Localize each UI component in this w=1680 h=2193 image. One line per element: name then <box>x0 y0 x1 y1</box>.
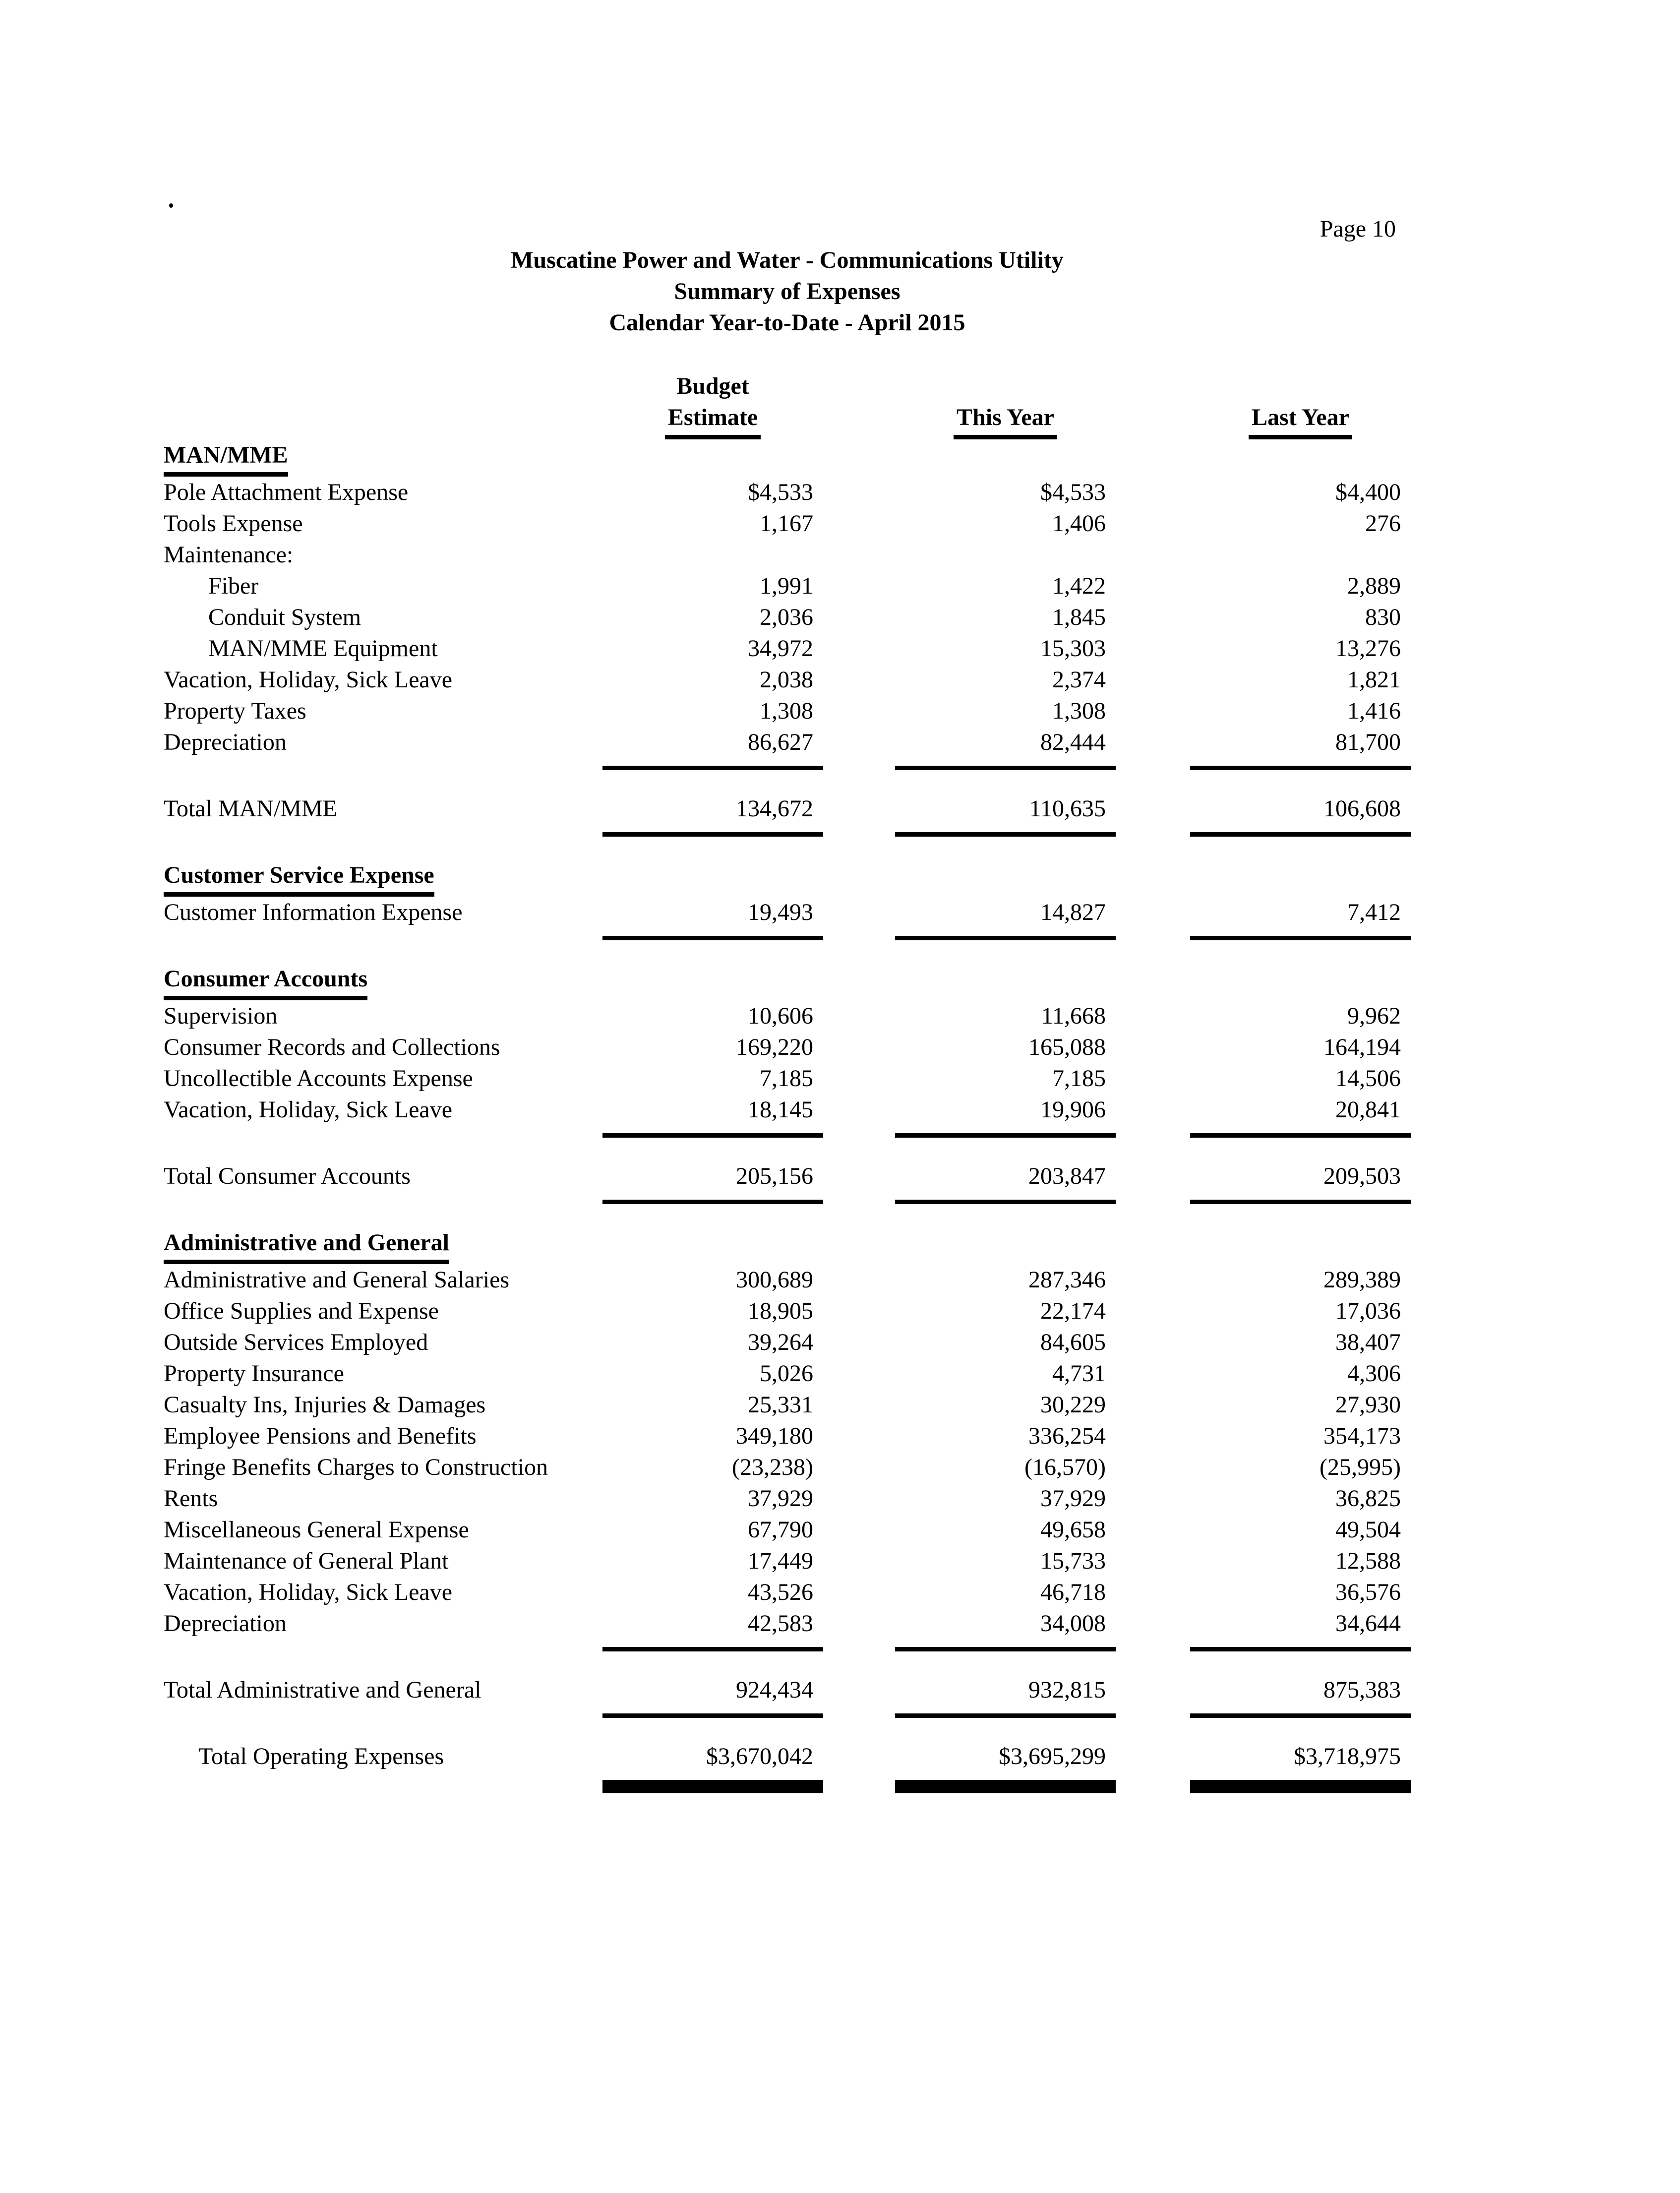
table-row <box>164 1545 1411 1577</box>
table-row <box>164 1000 1411 1032</box>
this-year-value: 37,929 <box>1040 1485 1106 1512</box>
budget-estimate-value: 67,790 <box>748 1517 813 1543</box>
row-label <box>164 1577 602 1608</box>
table-row <box>164 508 1411 539</box>
row-label-text: Vacation, Holiday, Sick Leave <box>164 667 453 693</box>
table-row <box>164 570 1411 602</box>
budget-estimate-value: 300,689 <box>736 1267 813 1293</box>
column-header-cell <box>895 402 1116 439</box>
report-period: Calendar Year-to-Date - April 2015 <box>609 309 965 336</box>
stray-mark <box>169 203 173 208</box>
table-row <box>164 633 1411 664</box>
row-label <box>164 793 602 824</box>
row-label-text: Fiber <box>208 573 259 599</box>
last-year-value: 81,700 <box>1190 727 1411 770</box>
row-label-text: Total Consumer Accounts <box>164 1163 411 1189</box>
row-label-text: Employee Pensions and Benefits <box>164 1423 477 1449</box>
budget-estimate-value: 37,929 <box>748 1485 813 1512</box>
budget-estimate-value: 134,672 <box>602 793 823 837</box>
row-label-text: Vacation, Holiday, Sick Leave <box>164 1579 453 1605</box>
last-year-value: 106,608 <box>1190 793 1411 837</box>
this-year-value: 82,444 <box>895 727 1116 770</box>
expense-table-body <box>164 439 1411 1784</box>
last-year-value: 9,962 <box>1347 1003 1401 1029</box>
table-row <box>164 1514 1411 1545</box>
row-label <box>164 1674 602 1706</box>
row-label <box>164 1094 602 1125</box>
row-label-text: MAN/MME Equipment <box>208 635 438 662</box>
row-label-text: Conduit System <box>208 604 361 630</box>
row-label <box>164 1264 602 1295</box>
table-row <box>164 1389 1411 1420</box>
row-label <box>164 602 602 633</box>
budget-estimate-value: $3,670,042 <box>602 1741 823 1784</box>
table-row <box>164 1227 1411 1264</box>
budget-estimate-value: 5,026 <box>760 1360 813 1387</box>
this-year-value: 336,254 <box>1028 1423 1106 1449</box>
row-label <box>164 439 602 477</box>
budget-estimate-value: 43,526 <box>748 1579 813 1605</box>
row-label <box>164 570 602 602</box>
table-row <box>164 695 1411 727</box>
row-label-text: Tools Expense <box>164 510 303 537</box>
this-year-value: 1,406 <box>1052 510 1106 537</box>
row-label <box>164 1452 602 1483</box>
this-year-value: 30,229 <box>1040 1392 1106 1418</box>
column-header-last-year: Last Year <box>1249 402 1352 439</box>
row-label-text: Property Insurance <box>164 1360 344 1387</box>
report-content <box>164 213 1411 1784</box>
row-spacer <box>164 1651 1411 1674</box>
table-row <box>164 539 1411 570</box>
row-label-text: Outside Services Employed <box>164 1329 428 1355</box>
last-year-value: 34,644 <box>1190 1608 1411 1651</box>
last-year-value: 4,306 <box>1347 1360 1401 1387</box>
last-year-value: 20,841 <box>1190 1094 1411 1138</box>
table-row <box>164 1032 1411 1063</box>
budget-estimate-value: 18,145 <box>602 1094 823 1138</box>
row-label-text: Fringe Benefits Charges to Construction <box>164 1454 548 1480</box>
row-label <box>164 1741 602 1772</box>
table-row <box>164 1264 1411 1295</box>
this-year-value: 15,303 <box>1040 635 1106 662</box>
budget-estimate-value: 18,905 <box>748 1298 813 1324</box>
row-label <box>164 1483 602 1514</box>
budget-estimate-value: 2,038 <box>760 667 813 693</box>
row-label-text: MAN/MME <box>164 439 288 477</box>
table-row <box>164 859 1411 897</box>
table-row <box>164 1295 1411 1327</box>
budget-estimate-value: 19,493 <box>602 897 823 940</box>
row-label-text: Administrative and General <box>164 1227 449 1264</box>
row-spacer <box>164 770 1411 793</box>
this-year-value: 203,847 <box>895 1160 1116 1204</box>
row-label <box>164 1358 602 1389</box>
budget-estimate-value: $4,533 <box>748 479 813 505</box>
last-year-value: $3,718,975 <box>1190 1741 1411 1784</box>
last-year-value: 2,889 <box>1347 573 1401 599</box>
this-year-value: 7,185 <box>1052 1065 1106 1092</box>
row-label-text: Total MAN/MME <box>164 795 337 822</box>
this-year-value: 46,718 <box>1040 1579 1106 1605</box>
last-year-value: 38,407 <box>1335 1329 1401 1355</box>
table-row <box>164 439 1411 477</box>
row-label-text: Uncollectible Accounts Expense <box>164 1065 473 1092</box>
row-spacer <box>164 1204 1411 1227</box>
last-year-value: 875,383 <box>1190 1674 1411 1718</box>
this-year-value: 1,845 <box>1052 604 1106 630</box>
report-title: Muscatine Power and Water - Communications Utility <box>511 247 1064 273</box>
report-subtitle: Summary of Expenses <box>674 278 900 305</box>
last-year-value: 276 <box>1365 510 1401 537</box>
row-label <box>164 1063 602 1094</box>
table-row <box>164 1452 1411 1483</box>
table-row <box>164 477 1411 508</box>
table-row <box>164 963 1411 1000</box>
row-label-text: Maintenance of General Plant <box>164 1548 449 1574</box>
table-row <box>164 1674 1411 1718</box>
row-label <box>164 859 602 897</box>
row-label-text: Depreciation <box>164 1610 287 1637</box>
page-number: Page 10 <box>1320 216 1396 242</box>
last-year-value: 164,194 <box>1323 1034 1401 1060</box>
last-year-value: 27,930 <box>1335 1392 1401 1418</box>
last-year-value: 12,588 <box>1335 1548 1401 1574</box>
row-label-text: Administrative and General Salaries <box>164 1267 510 1293</box>
budget-estimate-value: 42,583 <box>602 1608 823 1651</box>
budget-estimate-value: 25,331 <box>748 1392 813 1418</box>
row-label <box>164 1032 602 1063</box>
this-year-value: 15,733 <box>1040 1548 1106 1574</box>
budget-estimate-value: 2,036 <box>760 604 813 630</box>
table-row <box>164 1608 1411 1651</box>
row-label-text: Rents <box>164 1485 218 1512</box>
table-row <box>164 1577 1411 1608</box>
column-header-cell <box>1190 402 1411 439</box>
row-label <box>164 695 602 727</box>
row-label <box>164 727 602 758</box>
last-year-value: 289,389 <box>1323 1267 1401 1293</box>
this-year-value: 1,422 <box>1052 573 1106 599</box>
row-label <box>164 1160 602 1192</box>
budget-estimate-value: 1,167 <box>760 510 813 537</box>
last-year-value: 49,504 <box>1335 1517 1401 1543</box>
budget-estimate-value: 205,156 <box>602 1160 823 1204</box>
this-year-value: 2,374 <box>1052 667 1106 693</box>
table-row <box>164 1063 1411 1094</box>
this-year-value: 34,008 <box>895 1608 1116 1651</box>
column-header-this-year: This Year <box>954 402 1057 439</box>
budget-estimate-value: 349,180 <box>736 1423 813 1449</box>
row-spacer <box>164 1138 1411 1160</box>
row-label <box>164 1420 602 1452</box>
this-year-value: 22,174 <box>1040 1298 1106 1324</box>
row-label <box>164 633 602 664</box>
row-label <box>164 1327 602 1358</box>
row-label <box>164 897 602 928</box>
this-year-value: (16,570) <box>1024 1454 1106 1480</box>
this-year-value: 14,827 <box>895 897 1116 940</box>
table-row <box>164 727 1411 770</box>
last-year-value: 7,412 <box>1190 897 1411 940</box>
budget-estimate-value: 17,449 <box>748 1548 813 1574</box>
last-year-value: 17,036 <box>1335 1298 1401 1324</box>
column-header-cell <box>602 402 823 439</box>
this-year-value: 287,346 <box>1028 1267 1106 1293</box>
row-label <box>164 1295 602 1327</box>
column-group-header <box>602 370 823 402</box>
table-row <box>164 1327 1411 1358</box>
this-year-value: 11,668 <box>1041 1003 1106 1029</box>
budget-estimate-value: 7,185 <box>760 1065 813 1092</box>
this-year-value: 165,088 <box>1028 1034 1106 1060</box>
this-year-value: 4,731 <box>1052 1360 1106 1387</box>
budget-estimate-value: 1,991 <box>760 573 813 599</box>
row-label <box>164 1608 602 1639</box>
row-label <box>164 1000 602 1032</box>
row-label-text: Customer Information Expense <box>164 899 463 925</box>
column-group-header-row <box>164 370 1411 402</box>
row-label-text: Casualty Ins, Injuries & Damages <box>164 1392 486 1418</box>
table-row <box>164 793 1411 837</box>
table-row <box>164 602 1411 633</box>
row-label-text: Miscellaneous General Expense <box>164 1517 469 1543</box>
budget-estimate-value: 10,606 <box>748 1003 813 1029</box>
table-row <box>164 1483 1411 1514</box>
row-label <box>164 508 602 539</box>
this-year-value: $4,533 <box>1040 479 1106 505</box>
row-label-text: Maintenance: <box>164 542 294 568</box>
row-spacer <box>164 940 1411 963</box>
this-year-value: $3,695,299 <box>895 1741 1116 1784</box>
this-year-value: 49,658 <box>1040 1517 1106 1543</box>
row-label-text: Office Supplies and Expense <box>164 1298 439 1324</box>
last-year-value: 14,506 <box>1335 1065 1401 1092</box>
row-label <box>164 664 602 695</box>
row-label-text: Total Administrative and General <box>164 1677 481 1703</box>
budget-estimate-value: (23,238) <box>732 1454 813 1480</box>
this-year-value: 932,815 <box>895 1674 1116 1718</box>
last-year-value: (25,995) <box>1320 1454 1401 1480</box>
last-year-value: 1,416 <box>1347 698 1401 724</box>
budget-estimate-value: 39,264 <box>748 1329 813 1355</box>
row-label <box>164 1514 602 1545</box>
row-label-text: Customer Service Expense <box>164 859 434 897</box>
row-label-text: Consumer Accounts <box>164 963 367 1000</box>
header-gap <box>164 338 1411 370</box>
row-label <box>164 1389 602 1420</box>
last-year-value: 13,276 <box>1335 635 1401 662</box>
row-label-text: Depreciation <box>164 729 287 755</box>
row-label-text: Pole Attachment Expense <box>164 479 409 505</box>
this-year-value: 1,308 <box>1052 698 1106 724</box>
budget-estimate-value: 1,308 <box>760 698 813 724</box>
table-row <box>164 1358 1411 1389</box>
last-year-value: $4,400 <box>1335 479 1401 505</box>
last-year-value: 36,576 <box>1335 1579 1401 1605</box>
this-year-value: 110,635 <box>895 793 1116 837</box>
row-label-text: Property Taxes <box>164 698 306 724</box>
table-row <box>164 1741 1411 1784</box>
row-label-text: Consumer Records and Collections <box>164 1034 500 1060</box>
last-year-value: 354,173 <box>1323 1423 1401 1449</box>
last-year-value: 1,821 <box>1347 667 1401 693</box>
last-year-value: 830 <box>1365 604 1401 630</box>
row-spacer <box>164 837 1411 859</box>
row-label-text: Vacation, Holiday, Sick Leave <box>164 1096 453 1123</box>
table-row <box>164 664 1411 695</box>
row-label <box>164 963 602 1000</box>
column-header-budget: Budget <box>676 373 749 399</box>
row-label-text: Total Operating Expenses <box>198 1743 444 1769</box>
row-label <box>164 539 602 570</box>
last-year-value: 209,503 <box>1190 1160 1411 1204</box>
row-label <box>164 477 602 508</box>
row-label <box>164 1227 602 1264</box>
budget-estimate-value: 169,220 <box>736 1034 813 1060</box>
column-header-row <box>164 402 1411 439</box>
row-label <box>164 1545 602 1577</box>
table-row <box>164 1160 1411 1204</box>
row-spacer <box>164 1718 1411 1741</box>
table-row <box>164 1094 1411 1138</box>
budget-estimate-value: 924,434 <box>602 1674 823 1718</box>
budget-estimate-value: 34,972 <box>748 635 813 662</box>
column-header-estimate: Estimate <box>665 402 761 439</box>
table-row <box>164 897 1411 940</box>
this-year-value: 84,605 <box>1040 1329 1106 1355</box>
this-year-value: 19,906 <box>895 1094 1116 1138</box>
budget-estimate-value: 86,627 <box>602 727 823 770</box>
last-year-value: 36,825 <box>1335 1485 1401 1512</box>
row-label-text: Supervision <box>164 1003 278 1029</box>
table-row <box>164 1420 1411 1452</box>
